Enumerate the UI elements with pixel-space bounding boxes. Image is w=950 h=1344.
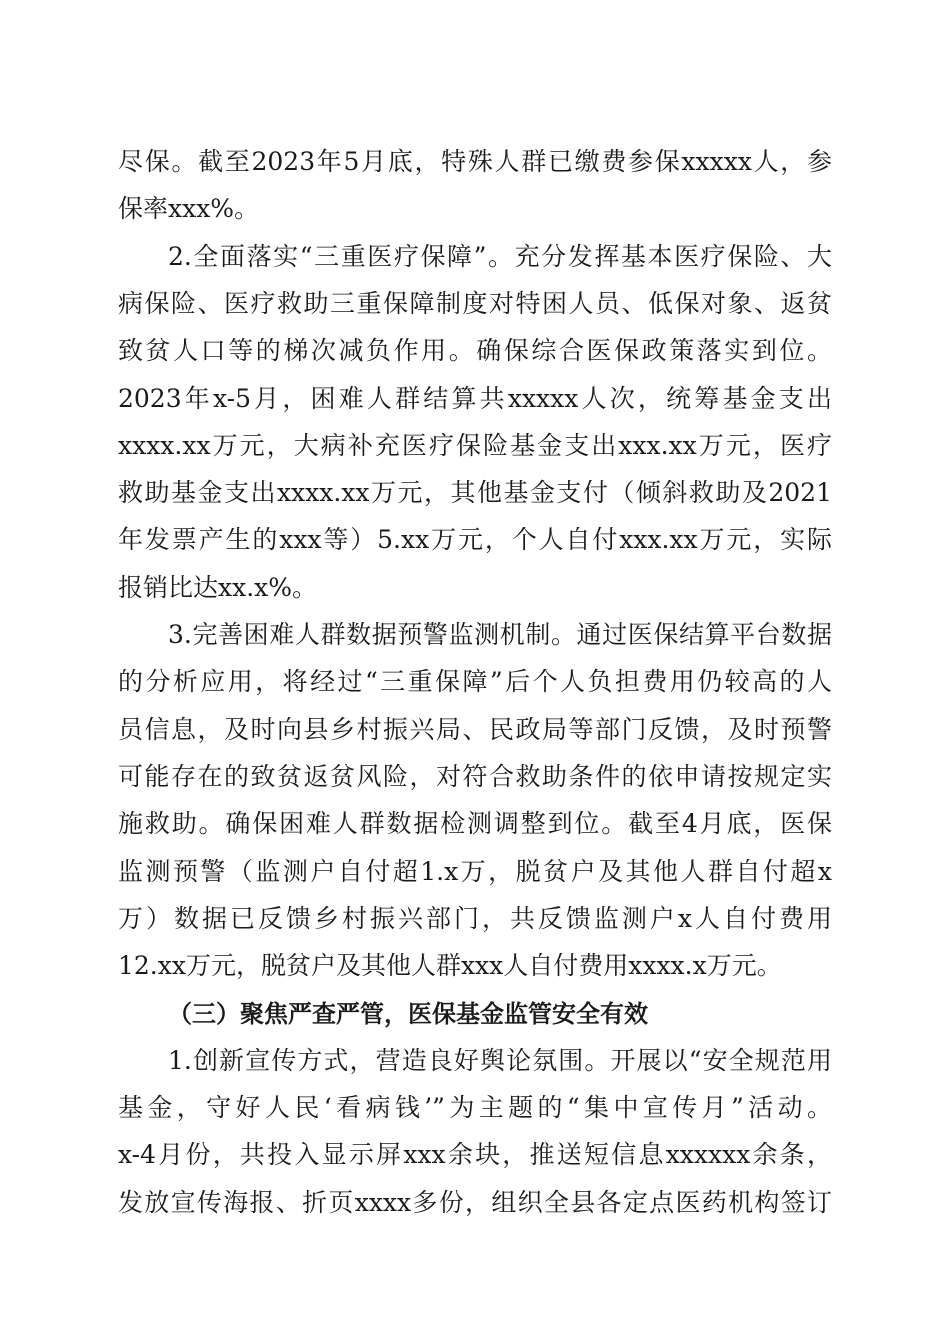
text-line: 监测预警（监测户自付超1.x万，脱贫户及其他人群自付超x	[118, 857, 832, 886]
paragraph-start-line: 1.创新宣传方式，营造良好舆论氛围。开展以“安全规范用	[168, 1046, 832, 1075]
text-line: 报销比达xx.x%。	[118, 573, 317, 602]
text-line: 2023年x-5月，困难人群结算共xxxxx人次，统筹基金支出	[118, 384, 832, 413]
paragraph-start-line: 2.全面落实“三重医疗保障”。充分发挥基本医疗保险、大	[168, 242, 832, 271]
text-line: 保率xxx%。	[118, 194, 260, 223]
text-line: 员信息，及时向县乡村振兴局、民政局等部门反馈，及时预警	[118, 715, 832, 744]
text-line: 万）数据已反馈乡村振兴部门，共反馈监测户x人自付费用	[118, 904, 832, 933]
text-line: 的分析应用，将经过“三重保障”后个人负担费用仍较高的人	[118, 667, 832, 696]
text-line: 发放宣传海报、折页xxxx多份，组织全县各定点医药机构签订	[118, 1188, 832, 1217]
text-line: xxxx.xx万元，大病补充医疗保险基金支出xxx.xx万元，医疗	[118, 431, 832, 460]
text-line: x-4月份，共投入显示屏xxx余块，推送短信息xxxxxx余条，	[118, 1140, 832, 1169]
text-line: 基金，守好人民‘看病钱’”为主题的“集中宣传月”活动。	[118, 1093, 832, 1122]
text-line: 病保险、医疗救助三重保障制度对特困人员、低保对象、返贫	[118, 289, 832, 318]
paragraph-start-line: 3.完善困难人群数据预警监测机制。通过医保结算平台数据	[168, 620, 832, 649]
text-line: 可能存在的致贫返贫风险，对符合救助条件的依申请按规定实	[118, 762, 832, 791]
section-heading: （三）聚焦严查严管，医保基金监管安全有效	[168, 1000, 648, 1028]
text-line: 救助基金支出xxxx.xx万元，其他基金支付（倾斜救助及2021	[118, 478, 832, 507]
text-line: 施救助。确保困难人群数据检测调整到位。截至4月底，医保	[118, 809, 832, 838]
text-line: 12.xx万元，脱贫户及其他人群xxx人自付费用xxxx.x万元。	[118, 951, 782, 980]
text-line: 尽保。截至2023年5月底，特殊人群已缴费参保xxxxx人，参	[118, 147, 832, 176]
text-line: 致贫人口等的梯次减负作用。确保综合医保政策落实到位。	[118, 336, 832, 365]
text-line: 年发票产生的xxx等）5.xx万元，个人自付xxx.xx万元，实际	[118, 525, 832, 554]
